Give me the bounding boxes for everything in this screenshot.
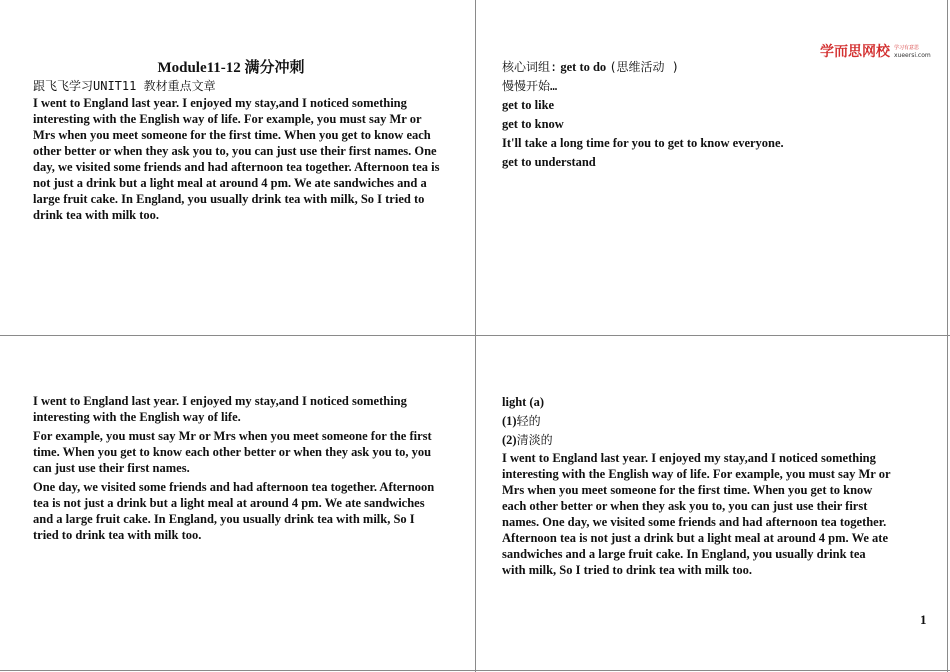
core-phrase-line — [502, 58, 922, 77]
right-border — [947, 0, 948, 672]
page-number: 1 — [920, 612, 927, 627]
phrase-line-4: get to understand — [502, 155, 596, 169]
core-label: 核心词组: — [502, 60, 558, 74]
slide-top-right — [502, 58, 922, 172]
vocab-word: light (a) — [502, 395, 545, 409]
article-paragraph: I went to England last year. I enjoyed my stay,and I noticed something interesting with the English way of life. For example, you must say Mr or Mrs when you meet someone for the first time. When you get to know each other better or when they ask you to, you can just use their first names. One day, we visited some friends and had afternoon tea together. Afternoon tea is not just a drink but a light meal at around 4 pm. We ate sandwiches and a large fruit cake. In England, you usually drink tea with milk, So I tried to drink tea with milk too. — [33, 96, 440, 222]
core-note: (思维活动 ) — [609, 60, 679, 74]
slide-bottom-right — [502, 393, 892, 578]
slide-bottom-left — [33, 393, 443, 543]
vocab-sense-2: (2)清淡的 — [502, 433, 553, 447]
logo-name: 学而思网校 — [820, 44, 890, 60]
module-title: Module11-12 满分冲刺 — [157, 60, 305, 76]
core-phrase: get to do — [560, 60, 607, 74]
bottom-border — [0, 670, 950, 671]
phrase-line-2: get to know — [502, 117, 564, 131]
logo-tagline: 学习有意思 — [894, 45, 920, 51]
horizontal-divider — [0, 335, 950, 336]
article-paragraph: I went to England last year. I enjoyed my stay,and I noticed something interesting with the English way of life. For example, you must say Mr or Mrs when you meet someone for the first time. When you get to know each other better or when they ask you to, you can just use their first names. One day, we visited some friends and had afternoon tea together. Afternoon tea is not just a drink but a light meal at around 4 pm. We ate sandwiches and a large fruit cake. In England, you usually drink tea with milk, So I tried to drink tea with milk too. — [502, 451, 891, 577]
logo-url: xueersi.com — [894, 52, 931, 59]
article-paragraph-1: I went to England last year. I enjoyed my stay,and I noticed something interesting with the English way of life. — [33, 394, 407, 424]
article-paragraph-3: One day, we visited some friends and had afternoon tea together. Afternoon tea is not just a drink but a light meal at around 4 pm. We ate sandwiches and a large fruit cake. In England, you usually drink tea with milk, So I tried to drink tea with milk too. — [33, 480, 435, 542]
slide-top-left — [33, 58, 443, 223]
phrase-line-3: It'll take a long time for you to get to know everyone. — [502, 136, 784, 150]
slide-subtitle: 跟飞飞学习UNIT11 教材重点文章 — [33, 79, 216, 93]
vocab-sense-1: (1)轻的 — [502, 414, 541, 428]
vertical-divider — [475, 0, 476, 672]
slowly-start: 慢慢开始… — [502, 79, 558, 93]
phrase-line-1: get to like — [502, 98, 555, 112]
article-paragraph-2: For example, you must say Mr or Mrs when you meet someone for the first time. When you get to know each other better or when they ask you to, you can just use their first names. — [33, 429, 432, 475]
